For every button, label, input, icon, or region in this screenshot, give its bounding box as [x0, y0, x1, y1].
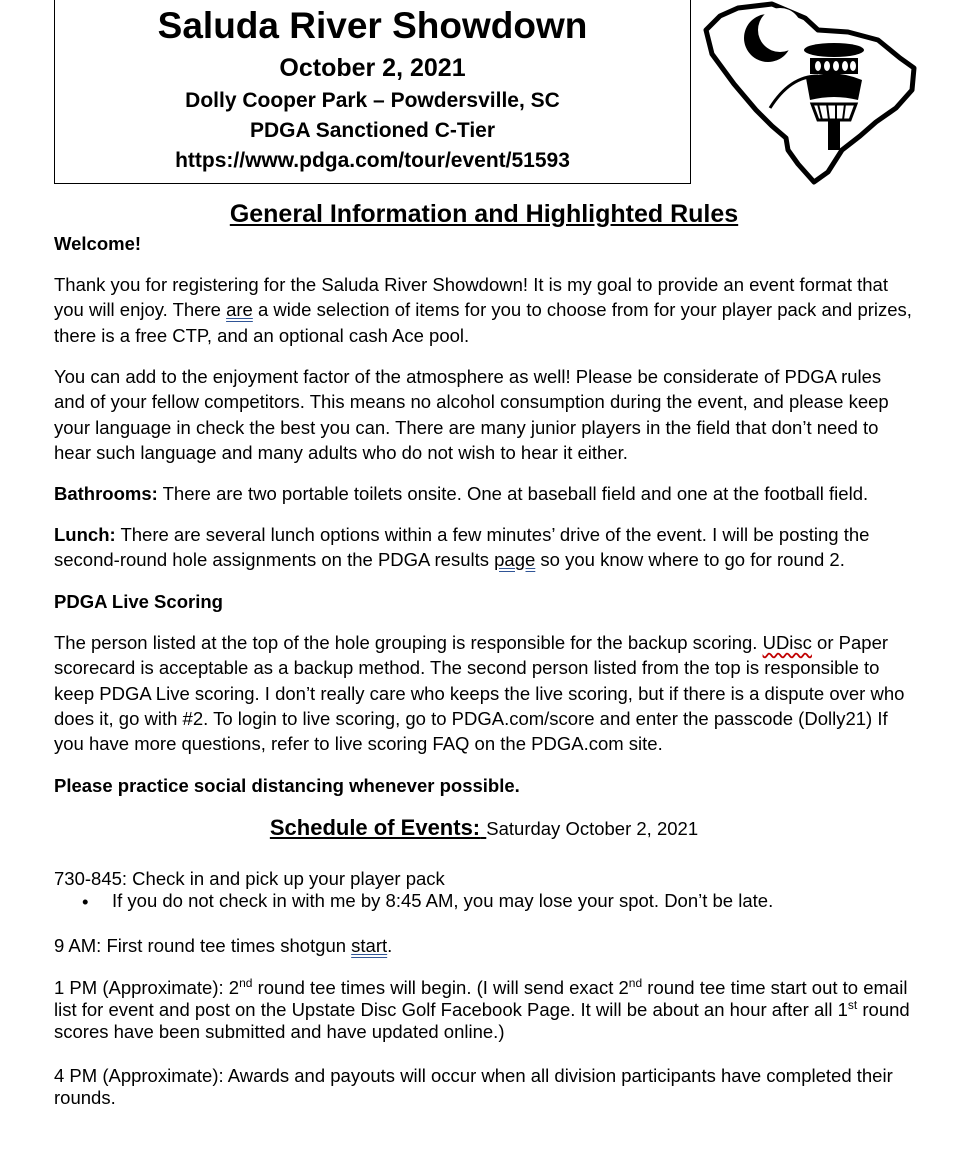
atmosphere-paragraph: You can add to the enjoyment factor of the atmosphere as well! Please be considerate of PDGA rules and of your fellow competitors. This means no alcohol consumption during the event, and please keep your language in check the best you can. There are many junior players in the field that don’t need to hear such language and many adults who do not wish to hear it either. [54, 366, 889, 463]
bathrooms-paragraph: Bathrooms: There are two portable toilets onsite. One at baseball field and one at the football field. [54, 483, 869, 504]
event-url: https://www.pdga.com/tour/event/51593 [175, 149, 570, 172]
checkin-item: 730-845: Check in and pick up your player pack [54, 868, 445, 889]
section-title: General Information and Highlighted Rules [229, 200, 739, 228]
lunch-paragraph: Lunch: There are several lunch options within a few minutes’ drive of the event. I will be posting the second-round hole assignments on the PDGA results page so you know where to go for round 2. [54, 524, 870, 571]
awards-item: 4 PM (Approximate): Awards and payouts will occur when all division participants have completed their rounds. [54, 1065, 893, 1108]
event-title: Saluda River Showdown [157, 5, 588, 46]
welcome-heading: Welcome! [54, 233, 142, 254]
event-date: October 2, 2021 [279, 54, 466, 82]
lunch-label: Lunch: [54, 524, 116, 545]
schedule-title: Schedule of Events: [269, 815, 481, 840]
bathrooms-label: Bathrooms: [54, 483, 158, 504]
checkin-note: If you do not check in with me by 8:45 AM, you may lose your spot. Don’t be late. [112, 890, 774, 911]
schedule-date: Saturday October 2, 2021 [486, 818, 699, 839]
live-scoring-heading: PDGA Live Scoring [54, 591, 223, 612]
south-carolina-disc-golf-logo-icon [700, 0, 918, 186]
round2-item: 1 PM (Approximate): 2nd round tee times will begin. (I will send exact 2nd round tee time start out to email list for event and post on the Upstate Disc Golf Facebook Page. It will be about an hour after all 1st round scores have been submitted and have updated online.) [54, 975, 910, 1042]
intro-paragraph: Thank you for registering for the Saluda River Showdown! It is my goal to provide an event format that you will enjoy. There are a wide selection of items for you to choose from for your player pack and prizes, there is a free CTP, and an optional cash Ace pool. [54, 274, 912, 346]
live-scoring-paragraph: The person listed at the top of the hole grouping is responsible for the backup scoring. UDisc or Paper scorecard is acceptable as a backup method. The second person listed from the top is responsible to keep PDGA Live scoring. I don’t really care who keeps the live scoring, but if there is a dispute over who does it, go with #2. To login to live scoring, go to PDGA.com/score and enter the passcode (Dolly21) If you have more questions, refer to live scoring FAQ on the PDGA.com site. [54, 632, 905, 755]
event-venue: Dolly Cooper Park – Powdersville, SC [185, 89, 560, 112]
event-tier: PDGA Sanctioned C-Tier [249, 119, 496, 142]
event-header-box [54, 0, 691, 184]
social-distancing-note: Please practice social distancing whenever possible. [54, 775, 520, 796]
bullet-icon: • [82, 891, 89, 912]
schedule-heading [54, 815, 914, 841]
round1-item: 9 AM: First round tee times shotgun start. [54, 935, 393, 956]
